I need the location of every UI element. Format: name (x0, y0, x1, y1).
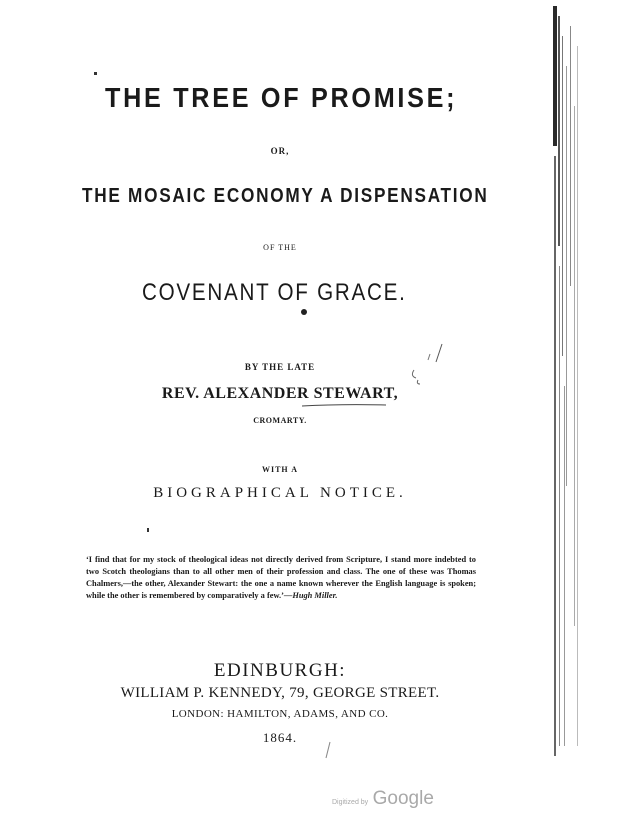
quote-attribution: Hugh Miller. (292, 591, 338, 600)
author-place: CROMARTY. (253, 416, 307, 425)
ink-dot (301, 309, 307, 315)
pencil-mark (408, 340, 448, 386)
by-the-late: BY THE LATE (244, 362, 316, 372)
digitized-watermark (332, 788, 434, 810)
subtitle-of-the: OF THE (263, 243, 297, 252)
ink-speck (94, 72, 97, 75)
biographical-notice: BIOGRAPHICAL NOTICE. (153, 485, 407, 501)
with-a: WITH A (261, 465, 298, 474)
epigraph-quote (86, 554, 476, 602)
imprint-publisher: WILLIAM P. KENNEDY, 79, GEORGE STREET. (120, 685, 440, 701)
google-logo: Google (372, 788, 434, 809)
imprint-london: LONDON: HAMILTON, ADAMS, AND CO. (171, 708, 389, 720)
pencil-mark (324, 740, 332, 762)
book-title: THE TREE OF PROMISE; (105, 82, 458, 113)
watermark-prefix: Digitized by (332, 799, 369, 806)
author-underline (300, 401, 390, 409)
title-conjunction: OR, (270, 146, 290, 156)
quote-text: ‘I find that for my stock of theological ideas not directly derived from Scripture, I stand more indebted to two Scotch theologians than to all other men of their profession and class. The one of these was Thomas Chalmers,—the other, Alexander Stewart: the one a name known wherever the English language is spoken; while the other is remembered by comparatively a few.’— (86, 555, 476, 600)
book-subtitle: THE MOSAIC ECONOMY A DISPENSATION (82, 185, 489, 207)
ink-speck (147, 528, 149, 532)
page-edge-shadow (553, 6, 579, 766)
imprint-year: 1864. (262, 730, 298, 745)
subtitle-end: COVENANT OF GRACE. (142, 279, 407, 306)
imprint-city: EDINBURGH: (213, 660, 347, 681)
author-name: REV. ALEXANDER STEWART, (161, 385, 399, 402)
